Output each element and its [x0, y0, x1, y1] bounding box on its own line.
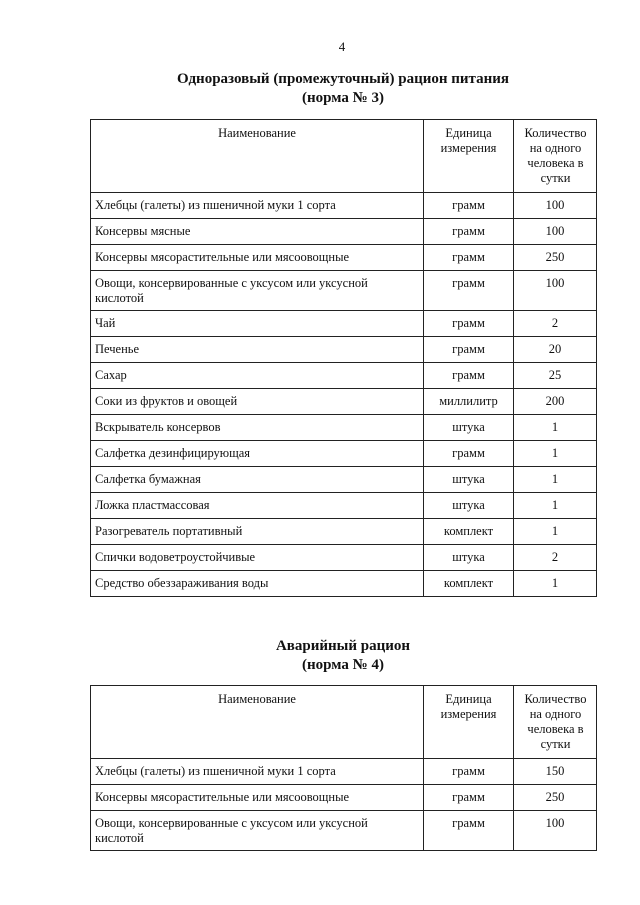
- unit: грамм: [424, 785, 514, 811]
- page-number: 4: [338, 39, 346, 54]
- table-row: [91, 811, 597, 851]
- table-row: [91, 571, 597, 597]
- quantity: 1: [514, 415, 597, 441]
- unit: комплект: [424, 571, 514, 597]
- item-name: Ложка пластмассовая: [91, 493, 424, 519]
- header-row: [91, 686, 597, 759]
- ration-table: [90, 685, 597, 851]
- column-header: Наименование: [91, 120, 424, 193]
- unit: грамм: [424, 245, 514, 271]
- item-name: Овощи, консервированные с уксусом или уксусной кислотой: [91, 271, 424, 311]
- unit: штука: [424, 493, 514, 519]
- table-row: [91, 467, 597, 493]
- table-row: [91, 311, 597, 337]
- unit: грамм: [424, 271, 514, 311]
- item-name: Чай: [91, 311, 424, 337]
- title-line-2: (норма № 4): [302, 657, 384, 673]
- title-line-2: (норма № 3): [302, 90, 384, 106]
- item-name: Средство обеззараживания воды: [91, 571, 424, 597]
- table-row: [91, 389, 597, 415]
- table-row: [91, 245, 597, 271]
- quantity: 2: [514, 545, 597, 571]
- table-row: [91, 271, 597, 311]
- unit: грамм: [424, 337, 514, 363]
- unit: грамм: [424, 219, 514, 245]
- unit: грамм: [424, 441, 514, 467]
- item-name: Сахар: [91, 363, 424, 389]
- table-title: [90, 70, 596, 108]
- item-name: Соки из фруктов и овощей: [91, 389, 424, 415]
- column-header: Единица измерения: [424, 686, 514, 759]
- table-row: [91, 785, 597, 811]
- unit: миллилитр: [424, 389, 514, 415]
- quantity: 250: [514, 785, 597, 811]
- unit: комплект: [424, 519, 514, 545]
- quantity: 25: [514, 363, 597, 389]
- quantity: 1: [514, 519, 597, 545]
- column-header: Количество на одного человека в сутки: [514, 686, 597, 759]
- table-row: [91, 759, 597, 785]
- unit: грамм: [424, 311, 514, 337]
- quantity: 1: [514, 441, 597, 467]
- table-row: [91, 193, 597, 219]
- unit: грамм: [424, 759, 514, 785]
- unit: штука: [424, 415, 514, 441]
- table-row: [91, 519, 597, 545]
- column-header: Единица измерения: [424, 120, 514, 193]
- unit: грамм: [424, 193, 514, 219]
- column-header: Наименование: [91, 686, 424, 759]
- item-name: Консервы мясорастительные или мясоовощные: [91, 245, 424, 271]
- unit: грамм: [424, 363, 514, 389]
- item-name: Хлебцы (галеты) из пшеничной муки 1 сорта: [91, 759, 424, 785]
- table-row: [91, 493, 597, 519]
- quantity: 1: [514, 571, 597, 597]
- table-title: [90, 637, 596, 675]
- table-row: [91, 441, 597, 467]
- ration-table: [90, 119, 597, 597]
- table-row: [91, 219, 597, 245]
- unit: штука: [424, 545, 514, 571]
- quantity: 200: [514, 389, 597, 415]
- item-name: Овощи, консервированные с уксусом или уксусной кислотой: [91, 811, 424, 851]
- item-name: Вскрыватель консервов: [91, 415, 424, 441]
- item-name: Разогреватель портативный: [91, 519, 424, 545]
- unit: грамм: [424, 811, 514, 851]
- quantity: 100: [514, 811, 597, 851]
- column-header: Количество на одного человека в сутки: [514, 120, 597, 193]
- unit: штука: [424, 467, 514, 493]
- quantity: 1: [514, 467, 597, 493]
- item-name: Консервы мясные: [91, 219, 424, 245]
- title-line-1: Аварийный рацион: [275, 638, 411, 654]
- item-name: Салфетка бумажная: [91, 467, 424, 493]
- quantity: 150: [514, 759, 597, 785]
- quantity: 250: [514, 245, 597, 271]
- item-name: Спички водоветроустойчивые: [91, 545, 424, 571]
- item-name: Печенье: [91, 337, 424, 363]
- table-row: [91, 415, 597, 441]
- quantity: 1: [514, 493, 597, 519]
- title-line-1: Одноразовый (промежуточный) рацион питания: [177, 71, 509, 87]
- quantity: 20: [514, 337, 597, 363]
- quantity: 100: [514, 193, 597, 219]
- quantity: 100: [514, 271, 597, 311]
- quantity: 2: [514, 311, 597, 337]
- table-row: [91, 363, 597, 389]
- item-name: Консервы мясорастительные или мясоовощные: [91, 785, 424, 811]
- item-name: Салфетка дезинфицирующая: [91, 441, 424, 467]
- table-row: [91, 545, 597, 571]
- item-name: Хлебцы (галеты) из пшеничной муки 1 сорта: [91, 193, 424, 219]
- header-row: [91, 120, 597, 193]
- table-row: [91, 337, 597, 363]
- quantity: 100: [514, 219, 597, 245]
